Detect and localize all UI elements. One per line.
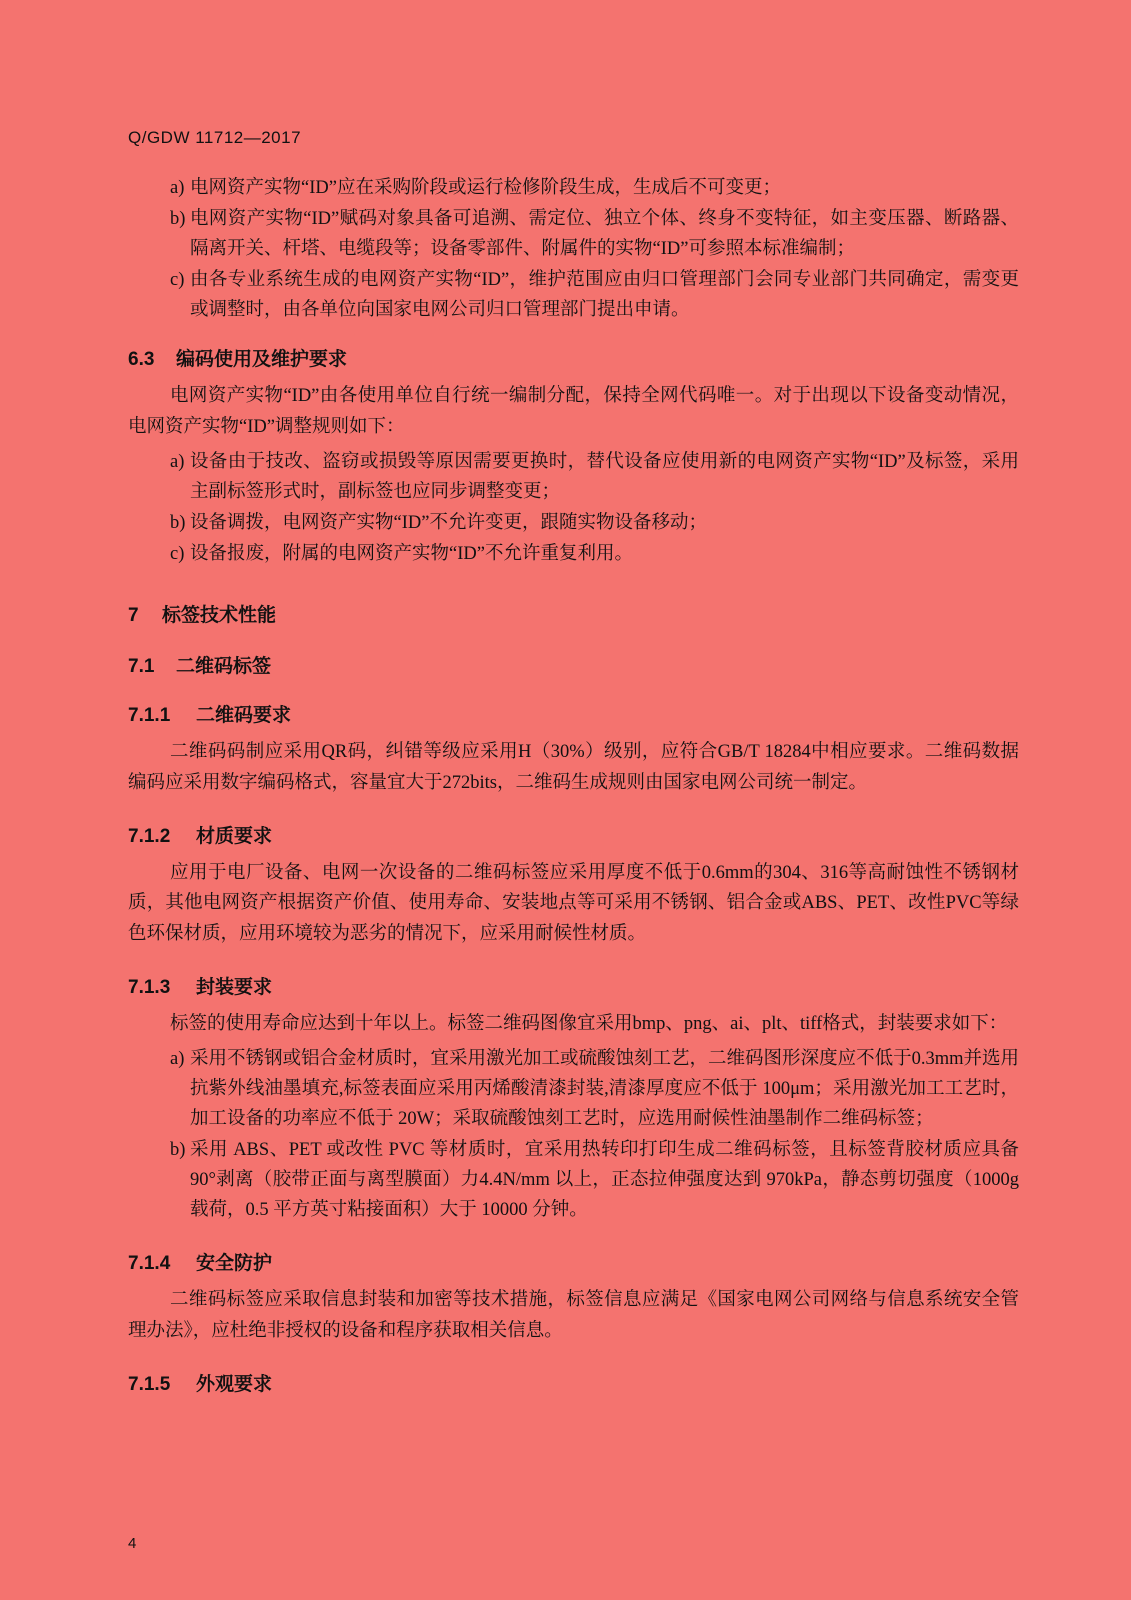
- heading-number: 7.1.1: [128, 705, 171, 727]
- list-marker: b): [170, 208, 186, 229]
- list-marker: a): [170, 1049, 185, 1070]
- heading-title: 标签技术性能: [162, 605, 277, 627]
- heading-title: 二维码要求: [196, 705, 292, 727]
- heading-number: 7.1.3: [128, 976, 171, 998]
- heading-title: 安全防护: [196, 1253, 273, 1275]
- heading-7-1-1: [128, 700, 1019, 727]
- section-list-7-1-3: [128, 1045, 1019, 1226]
- heading-number: 7.1: [128, 656, 155, 678]
- heading-7-1-3: [128, 972, 1019, 999]
- list-text: 采用 ABS、PET 或改性 PVC 等材质时，宜采用热转印打印生成二维码标签，且标签背胶材质应具备 90°剥离（胶带正面与离型膜面）力4.4N/mm 以上，正态拉伸强度达到 970kPa，静态剪切强度（1000g 载荷，0.5 平方英寸粘接面积）大于 10000 分钟。: [190, 1140, 1019, 1221]
- list-item: [128, 174, 1019, 204]
- list-marker: c): [170, 544, 185, 565]
- heading-7-1: [128, 651, 1019, 678]
- heading-title: 材质要求: [196, 825, 273, 847]
- list-text: 采用不锈钢或铝合金材质时，宜采用激光加工或硫酸蚀刻工艺，二维码图形深度应不低于0.3mm并选用抗紫外线油墨填充,标签表面应采用丙烯酸清漆封装,清漆厚度应不低于 100μm；采用激光加工工艺时，加工设备的功率应不低于 20W；采取硫酸蚀刻工艺时，应选用耐候性油墨制作二维码标签；: [190, 1049, 1019, 1130]
- list-text: 电网资产实物“ID”应在采购阶段或运行检修阶段生成，生成后不可变更；: [190, 178, 781, 198]
- list-item: [128, 448, 1019, 508]
- heading-title: 编码使用及维护要求: [176, 348, 348, 370]
- heading-6-3: [128, 344, 1019, 371]
- ordered-list: [128, 174, 1019, 326]
- heading-7-1-5: [128, 1369, 1019, 1396]
- heading-title: 封装要求: [196, 976, 273, 998]
- heading-7: [128, 600, 1019, 627]
- list-text: 由各专业系统生成的电网资产实物“ID”，维护范围应由归口管理部门会同专业部门共同确定，需变更或调整时，由各单位向国家电网公司归口管理部门提出申请。: [190, 269, 1019, 320]
- list-marker: c): [170, 269, 185, 290]
- heading-number: 7.1.5: [128, 1373, 171, 1395]
- heading-number: 7.1.2: [128, 825, 171, 847]
- list-item: [128, 1045, 1019, 1135]
- list-marker: a): [170, 178, 185, 198]
- standard-number-header: Q/GDW 11712—2017: [128, 128, 302, 147]
- section-list-6-2: [128, 174, 1019, 326]
- paragraph-6-3: 电网资产实物“ID”由各使用单位自行统一编制分配，保持全网代码唯一。对于出现以下设备变动情况，电网资产实物“ID”调整规则如下：: [128, 385, 1019, 437]
- list-item: [128, 205, 1019, 265]
- list-item: [128, 509, 1019, 539]
- list-item: [128, 540, 1019, 570]
- list-text: 设备由于技改、盗窃或损毁等原因需要更换时，替代设备应使用新的电网资产实物“ID”及标签，采用主副标签形式时，副标签也应同步调整变更；: [190, 452, 1019, 503]
- ordered-list: [128, 448, 1019, 570]
- list-text: 设备调拨，电网资产实物“ID”不允许变更，跟随实物设备移动；: [190, 513, 707, 534]
- paragraph-7-1-1: 二维码码制应采用QR码，纠错等级应采用H（30%）级别，应符合GB/T 18284中相应要求。二维码数据编码应采用数字编码格式，容量宜大于272bits，二维码生成规则由国家电网公司统一制定。: [128, 742, 1019, 793]
- list-text: 设备报废，附属的电网资产实物“ID”不允许重复利用。: [190, 544, 633, 565]
- heading-number: 7.1.4: [128, 1253, 171, 1275]
- heading-title: 二维码标签: [176, 656, 272, 678]
- paragraph-7-1-2: 应用于电厂设备、电网一次设备的二维码标签应采用厚度不低于0.6mm的304、316等高耐蚀性不锈钢材质，其他电网资产根据资产价值、使用寿命、安装地点等可采用不锈钢、铝合金或ABS、PET、改性PVC等绿色环保材质，应用环境较为恶劣的情况下，应采用耐候性材质。: [128, 862, 1019, 944]
- paragraph-7-1-3: 标签的使用寿命应达到十年以上。标签二维码图像宜采用bmp、png、ai、plt、tiff格式，封装要求如下：: [170, 1013, 1008, 1034]
- heading-7-1-2: [128, 821, 1019, 848]
- heading-title: 外观要求: [196, 1373, 273, 1395]
- section-list-6-3: [128, 448, 1019, 570]
- list-item: [128, 266, 1019, 326]
- ordered-list: [128, 1045, 1019, 1226]
- heading-number: 7: [128, 605, 139, 627]
- page-number: 4: [128, 1535, 137, 1552]
- list-marker: a): [170, 452, 185, 473]
- heading-7-1-4: [128, 1248, 1019, 1275]
- paragraph-7-1-4: 二维码标签应采取信息封装和加密等技术措施，标签信息应满足《国家电网公司网络与信息系统安全管理办法》，应杜绝非授权的设备和程序获取相关信息。: [128, 1290, 1019, 1341]
- list-text: 电网资产实物“ID”赋码对象具备可追溯、需定位、独立个体、终身不变特征，如主变压器、断路器、隔离开关、杆塔、电缆段等；设备零部件、附属件的实物“ID”可参照本标准编制；: [190, 208, 1019, 259]
- heading-number: 6.3: [128, 348, 155, 370]
- list-item: [128, 1136, 1019, 1226]
- list-marker: b): [170, 513, 186, 534]
- list-marker: b): [170, 1140, 186, 1161]
